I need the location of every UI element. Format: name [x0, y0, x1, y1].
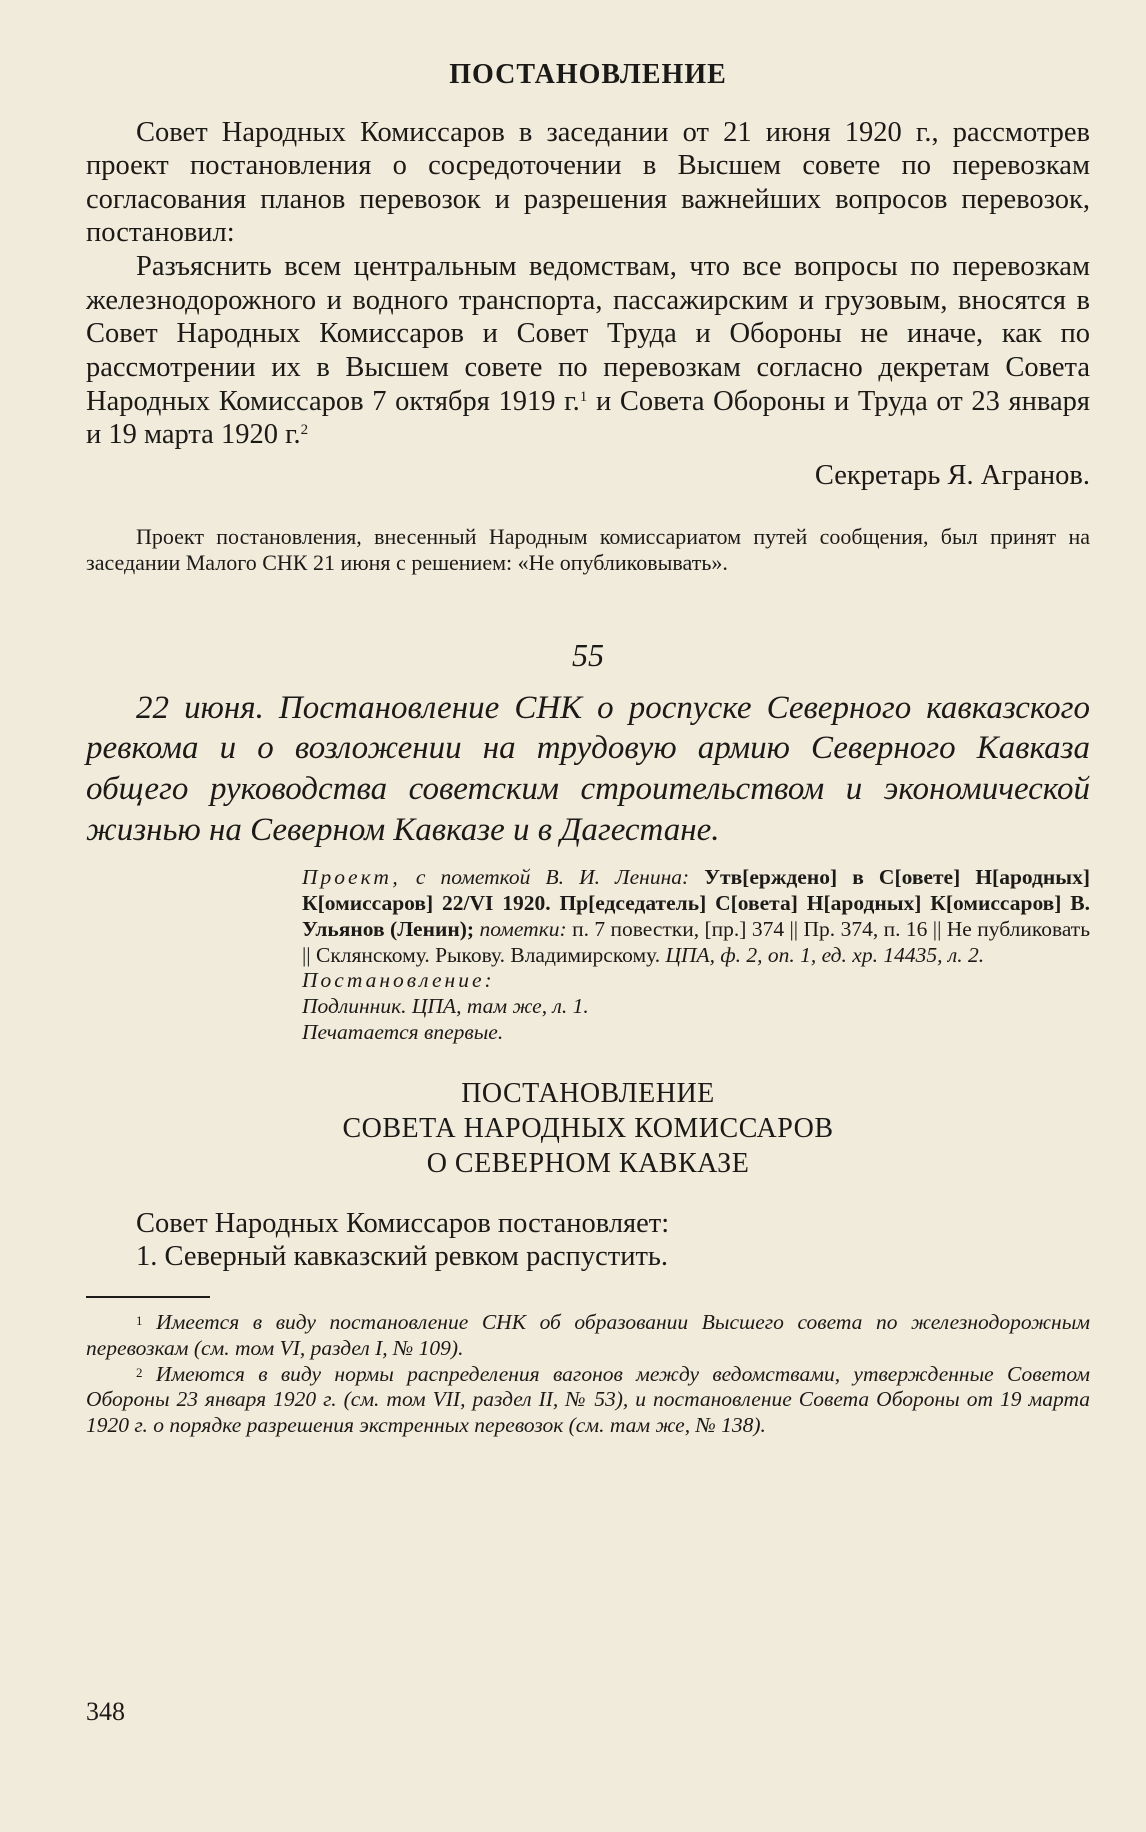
source-reference [302, 865, 1090, 1046]
resolution-item-1: 1. Северный кавказский ревком распустить. [136, 1241, 669, 1273]
footnote-divider [86, 1296, 210, 1298]
source-label-draft: Проект, [302, 865, 401, 890]
page-number: 348 [86, 1697, 125, 1726]
footnote-1 [86, 1310, 1090, 1362]
paragraph-2-text-b: и Совета Обороны и Труда от 23 января и 19 марта 1920 г. [86, 385, 1090, 451]
resolution-title-line-2: СОВЕТА НАРОДНЫХ КОМИССАРОВ [342, 1112, 834, 1144]
document-heading: 22 июня. Постановление СНК о роспуске Северного кавказского ревкома и о возложении на трудовую армию Северного Кавказа общего руководства советским строительством и экономической жизнью на Северном Кавказе и в Дагестане. [86, 689, 1090, 849]
resolution-title [86, 1076, 1090, 1181]
editorial-note: Проект постановления, внесенный Народным комиссариатом путей сообщения, был принят на заседании Малого СНК 21 июня с решением: «Не опубликовывать». [86, 523, 1090, 576]
resolution-title-line-3: О СЕВЕРНОМ КАВКАЗЕ [426, 1147, 750, 1179]
source-original: Подлинник. ЦПА, там же, л. 1. [302, 994, 589, 1019]
footnote-ref-1: 1 [579, 388, 588, 405]
document-number: 55 [572, 636, 604, 673]
source-plain-1: п. 7 повестки, [пр.] 374 || Пр. 374, п. 16 || Не публиковать || Склянскому. Рыкову. Владимирскому. [302, 916, 1091, 967]
source-label-resolution: Постановление: [302, 968, 495, 993]
first-doc-title: ПОСТАНОВЛЕНИЕ [449, 59, 727, 90]
source-first-print: Печатается впервые. [302, 1019, 504, 1044]
signature: Секретарь Я. Агранов. [814, 459, 1090, 491]
footnote-2-mark: 2 [136, 1364, 143, 1380]
source-archive: ЦПА, ф. 2, оп. 1, ед. хр. 14435, л. 2. [665, 942, 985, 967]
footnote-ref-2: 2 [300, 422, 309, 439]
source-text-2: пометки: [479, 916, 567, 941]
footnote-2-text: Имеются в виду нормы распределения вагонов между ведомствами, утвержденные Советом Обороны 23 января 1920 г. (см. том VII, раздел II, № 53), и постановление Совета Обороны от 19 марта 1920 г. о порядке разрешения экстренных перевозок (см. там же, № 138). [86, 1361, 1091, 1438]
first-doc-paragraph-2 [86, 250, 1090, 452]
first-doc-paragraph-1: Совет Народных Комиссаров в заседании от 21 июня 1920 г., рассмотрев проект постановления о сосредоточении в Высшем совете по перевозкам согласования планов перевозок и разрешения важнейших вопросов перевозок, постановил: [86, 116, 1090, 249]
resolution-intro: Совет Народных Комиссаров постановляет: [136, 1207, 670, 1239]
source-bold-1: Утв[ерждено] в С[овете] Н[ародных] К[омиссаров] 22/VI 1920. Пр[едседатель] С[овета] Н[ародных] К[омиссаров] В. Ульянов (Ленин); [302, 865, 1090, 941]
paragraph-2-text-a: Разъяснить всем центральным ведомствам, что все вопросы по перевозкам железнодорожного и водного транспорта, пассажирским и грузовым, вносятся в Совет Народных Комиссаров и Совет Труда и Обороны не иначе, как по рассмотрении их в Высшем совете по перевозкам согласно декретам Совета Народных Комиссаров 7 октября 1919 г. [86, 251, 1090, 417]
source-text-1: с пометкой В. И. Ленина: [415, 865, 690, 890]
footnote-2 [86, 1362, 1090, 1439]
resolution-title-line-1: ПОСТАНОВЛЕНИЕ [461, 1077, 715, 1109]
footnote-1-text: Имеется в виду постановление СНК об образовании Высшего совета по железнодорожным перевозкам (см. том VI, раздел I, № 109). [86, 1309, 1090, 1360]
footnote-1-mark: 1 [136, 1312, 143, 1328]
